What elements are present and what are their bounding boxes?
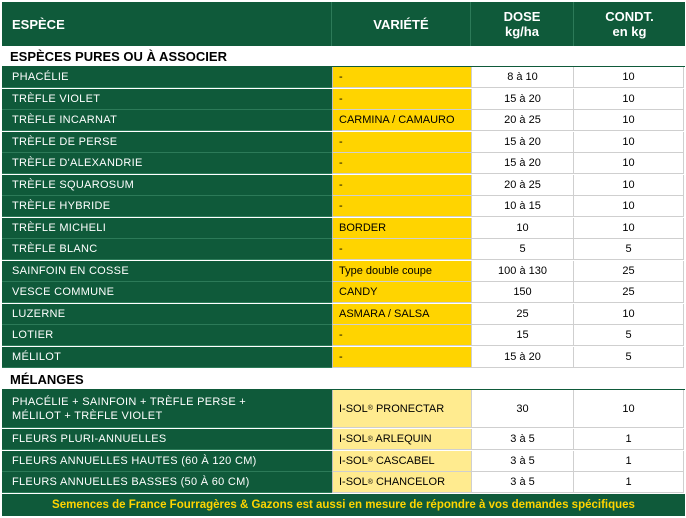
- table-row: [2, 282, 684, 303]
- cell-dose: 150: [471, 282, 574, 303]
- header-dose-line1: DOSE: [503, 9, 541, 24]
- cell-dose: 100 à 130: [471, 261, 574, 282]
- cell-espece: FLEURS PLURI-ANNUELLES: [2, 429, 332, 450]
- cell-condt: 5: [574, 347, 684, 368]
- cell-variete: [332, 451, 471, 472]
- cell-dose: 3 à 5: [471, 429, 574, 450]
- cell-espece: FLEURS ANNUELLES BASSES (50 À 60 CM): [2, 472, 332, 493]
- variete-name: CASCABEL: [372, 454, 435, 467]
- section-title-especes: ESPÈCES PURES OU À ASSOCIER: [2, 46, 685, 67]
- cell-condt: 1: [574, 451, 684, 472]
- cell-variete: [332, 390, 471, 428]
- cell-espece: TRÈFLE HYBRIDE: [2, 196, 332, 217]
- footer-note: Semences de France Fourragères & Gazons est aussi en mesure de répondre à vos demandes spécifiques: [2, 494, 685, 516]
- cell-espece: TRÈFLE SQUAROSUM: [2, 175, 332, 196]
- table-row: [2, 261, 684, 282]
- cell-espece: MÉLILOT: [2, 347, 332, 368]
- registered-mark: ®: [367, 457, 373, 464]
- cell-dose: 15 à 20: [471, 89, 574, 110]
- variete-prefix: I-SOL: [339, 402, 368, 415]
- cell-espece: TRÈFLE VIOLET: [2, 89, 332, 110]
- table-row: [2, 390, 684, 428]
- header-variete: VARIÉTÉ: [332, 2, 471, 46]
- cell-condt: 10: [574, 110, 684, 131]
- cell-condt: 10: [574, 390, 684, 428]
- cell-variete: -: [332, 325, 471, 346]
- cell-espece: VESCE COMMUNE: [2, 282, 332, 303]
- cell-variete: -: [332, 89, 471, 110]
- variete-prefix: I-SOL: [339, 454, 368, 467]
- cell-dose: 25: [471, 304, 574, 325]
- cell-condt: 10: [574, 218, 684, 239]
- table-row: [2, 196, 684, 217]
- cell-variete: -: [332, 153, 471, 174]
- variete-name: CHANCELOR: [372, 476, 446, 488]
- cell-condt: 1: [574, 429, 684, 450]
- table-row: [2, 429, 684, 450]
- cell-condt: 25: [574, 282, 684, 303]
- table-header: [2, 2, 685, 46]
- table-row: [2, 153, 684, 174]
- cell-espece: LUZERNE: [2, 304, 332, 325]
- cell-dose: 15: [471, 325, 574, 346]
- cell-espece: TRÈFLE DE PERSE: [2, 132, 332, 153]
- cell-variete: CANDY: [332, 282, 471, 303]
- table-row: [2, 67, 684, 88]
- cell-espece: TRÈFLE BLANC: [2, 239, 332, 260]
- table-row: [2, 347, 684, 368]
- cell-condt: 10: [574, 153, 684, 174]
- registered-mark: ®: [367, 405, 373, 412]
- cell-variete: -: [332, 239, 471, 260]
- cell-dose: 8 à 10: [471, 67, 574, 88]
- header-dose: [471, 2, 574, 46]
- variete-name: ARLEQUIN: [372, 433, 432, 445]
- cell-variete: -: [332, 67, 471, 88]
- cell-variete: -: [332, 132, 471, 153]
- cell-espece-line1: PHACÉLIE + SAINFOIN + TRÈFLE PERSE +: [12, 395, 247, 408]
- header-espece: ESPÈCE: [2, 2, 332, 46]
- table-row: [2, 110, 684, 131]
- cell-condt: 5: [574, 325, 684, 346]
- cell-variete: BORDER: [332, 218, 471, 239]
- cell-dose: 10: [471, 218, 574, 239]
- cell-condt: 10: [574, 196, 684, 217]
- cell-variete: -: [332, 347, 471, 368]
- cell-dose: 15 à 20: [471, 132, 574, 153]
- cell-variete: Type double coupe: [332, 261, 471, 282]
- table-row: [2, 218, 684, 239]
- table-row: [2, 132, 684, 153]
- header-condt: [574, 2, 685, 46]
- cell-espece: PHACÉLIE: [2, 67, 332, 88]
- table-row: [2, 175, 684, 196]
- cell-espece: SAINFOIN EN COSSE: [2, 261, 332, 282]
- cell-dose: 10 à 15: [471, 196, 574, 217]
- cell-espece: LOTIER: [2, 325, 332, 346]
- cell-condt: 10: [574, 175, 684, 196]
- table-row: [2, 239, 684, 260]
- section-title-melanges: MÉLANGES: [2, 369, 685, 390]
- cell-espece-line2: MÉLILOT + TRÈFLE VIOLET: [12, 409, 163, 422]
- cell-espece: TRÈFLE MICHELI: [2, 218, 332, 239]
- cell-condt: 5: [574, 239, 684, 260]
- cell-variete: [332, 472, 471, 493]
- cell-condt: 10: [574, 89, 684, 110]
- cell-variete: ASMARA / SALSA: [332, 304, 471, 325]
- table-row: [2, 89, 684, 110]
- cell-dose: 20 à 25: [471, 175, 574, 196]
- cell-condt: 10: [574, 132, 684, 153]
- cell-espece: TRÈFLE INCARNAT: [2, 110, 332, 131]
- variete-prefix: I-SOL: [339, 433, 368, 445]
- table-row: [2, 472, 684, 493]
- table-row: [2, 325, 684, 346]
- registered-mark: ®: [367, 435, 373, 443]
- cell-condt: 25: [574, 261, 684, 282]
- cell-dose: 3 à 5: [471, 451, 574, 472]
- cell-dose: 15 à 20: [471, 153, 574, 174]
- variete-name: PRONECTAR: [372, 402, 445, 415]
- cell-variete: -: [332, 196, 471, 217]
- cell-espece: [2, 390, 332, 428]
- cell-variete: -: [332, 175, 471, 196]
- cell-variete: CARMINA / CAMAURO: [332, 110, 471, 131]
- cell-condt: 1: [574, 472, 684, 493]
- cell-condt: 10: [574, 304, 684, 325]
- header-dose-line2: kg/ha: [505, 24, 539, 39]
- variete-prefix: I-SOL: [339, 476, 368, 488]
- cell-dose: 30: [471, 390, 574, 428]
- cell-variete: [332, 429, 471, 450]
- cell-dose: 20 à 25: [471, 110, 574, 131]
- cell-espece: FLEURS ANNUELLES HAUTES (60 À 120 CM): [2, 451, 332, 472]
- cell-dose: 15 à 20: [471, 347, 574, 368]
- registered-mark: ®: [367, 478, 373, 486]
- cell-condt: 10: [574, 67, 684, 88]
- cell-dose: 3 à 5: [471, 472, 574, 493]
- cell-espece: TRÈFLE D'ALEXANDRIE: [2, 153, 332, 174]
- header-condt-line1: CONDT.: [605, 9, 654, 24]
- table-row: [2, 304, 684, 325]
- table-row: [2, 451, 684, 472]
- cell-dose: 5: [471, 239, 574, 260]
- header-condt-line2: en kg: [612, 24, 647, 39]
